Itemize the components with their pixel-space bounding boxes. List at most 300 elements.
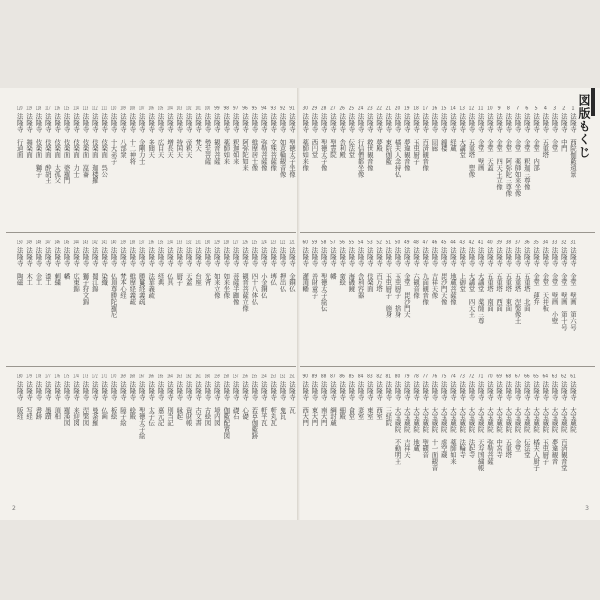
- toc-entry-number: 80: [394, 374, 401, 379]
- toc-entry: [531, 240, 540, 360]
- toc-entry-number: 120: [16, 106, 23, 111]
- toc-entry: [328, 106, 337, 226]
- toc-entry: [211, 240, 220, 360]
- toc-entry-number: 57: [330, 240, 336, 245]
- toc-entry-number: 180: [16, 374, 23, 379]
- toc-entry-number: 135: [157, 240, 164, 245]
- toc-entry-title: 法隆寺 如来坐像: [222, 245, 231, 299]
- toc-entry-title: 法隆寺 南大門: [319, 379, 328, 426]
- toc-entry-number: 9: [497, 106, 501, 111]
- toc-entry-title: 法隆寺 伎楽面 力士: [72, 111, 81, 178]
- toc-entry-number: 18: [413, 106, 419, 111]
- toc-entry-title: 法隆寺 東室: [365, 379, 374, 420]
- toc-entry: [549, 240, 558, 360]
- toc-entry-number: 164: [167, 374, 173, 379]
- toc-entry-number: 112: [92, 106, 98, 111]
- toc-entry: [549, 374, 558, 504]
- toc-entry-number: 154: [261, 374, 267, 379]
- toc-entry-number: 74: [450, 374, 456, 379]
- toc-entry: [240, 106, 249, 226]
- toc-entry: [230, 106, 239, 226]
- toc-entry-title: 法隆寺 幡: [62, 245, 71, 280]
- toc-entry: [52, 106, 61, 226]
- toc-entry-number: 66: [524, 374, 530, 379]
- toc-entry: [99, 374, 108, 504]
- toc-entry: [466, 240, 475, 360]
- toc-entry: [328, 240, 337, 360]
- toc-entry-title: 法隆寺 伎楽面 酔胡王: [43, 111, 52, 184]
- toc-entry: [127, 106, 136, 226]
- toc-entry-number: 159: [214, 374, 220, 379]
- toc-entry: [193, 106, 202, 226]
- toc-entry: [531, 374, 540, 504]
- toc-entry-title: 法隆寺 写経: [25, 379, 34, 420]
- toc-entry-title: 法隆寺 観音菩薩: [212, 111, 221, 165]
- toc-entry-number: 103: [176, 106, 183, 111]
- toc-entry-title: 法隆寺 伝法堂: [347, 111, 356, 158]
- toc-entry-number: 21: [385, 106, 392, 111]
- toc-entry: [127, 374, 136, 504]
- toc-entry-title: 法隆寺 頂相: [53, 379, 62, 420]
- toc-entry: [71, 374, 80, 504]
- toc-entry-number: 47: [422, 240, 428, 245]
- toc-entry-number: 65: [533, 374, 539, 379]
- toc-entry-number: 63: [551, 374, 558, 379]
- toc-entry-number: 15: [440, 106, 447, 111]
- toc-entry-title: 法隆寺 金堂 釈迦三尊像: [522, 111, 531, 190]
- toc-entry-title: 法隆寺 地蔵菩薩像: [448, 245, 457, 305]
- toc-entry-number: 147: [45, 240, 51, 245]
- toc-entry: [277, 106, 286, 226]
- toc-entry: [165, 374, 174, 504]
- toc-entry-number: 108: [129, 106, 136, 111]
- toc-entry-number: 119: [26, 106, 32, 111]
- toc-entry-title: 法隆寺 仏頂尊勝陀羅尼: [109, 245, 118, 318]
- right-rule-2: [300, 366, 595, 367]
- toc-entry-title: 法隆寺 東大門: [310, 379, 319, 426]
- toc-entry-title: 法隆寺 梵本心経: [118, 245, 127, 299]
- toc-entry-number: 161: [195, 374, 201, 379]
- toc-entry-title: 法隆寺 大宝蔵院 法輪寺: [458, 379, 467, 458]
- toc-entry: [559, 374, 568, 504]
- toc-entry-number: 41: [477, 240, 484, 245]
- toc-entry-title: 法隆寺 大講堂: [458, 111, 467, 158]
- toc-entry-title: 法隆寺 菩薩半跏像: [231, 245, 240, 305]
- toc-entry-title: 法隆寺 大宝蔵院 法起寺: [467, 379, 476, 458]
- toc-entry-number: 26: [339, 106, 345, 111]
- toc-entry: [392, 240, 401, 360]
- toc-entry: [448, 106, 457, 226]
- left-rule-2: [6, 366, 296, 367]
- toc-entry-title: 法隆寺 陶磁: [15, 245, 24, 286]
- toc-entry-number: 106: [148, 106, 154, 111]
- toc-entry-number: 30: [302, 106, 308, 111]
- toc-entry: [494, 106, 503, 226]
- toc-entry-title: 法隆寺 障子絵: [118, 379, 127, 426]
- toc-entry-title: 法隆寺 五重塔 南面: [485, 245, 494, 312]
- toc-entry-title: 法隆寺 金銅仏: [288, 245, 296, 292]
- toc-entry-title: 法隆寺 曼荼羅: [90, 379, 99, 426]
- toc-entry-number: 95: [251, 106, 258, 111]
- toc-entry: [568, 106, 577, 226]
- toc-entry-number: 32: [561, 240, 567, 245]
- toc-entry-title: 法隆寺 如意輪観音像: [278, 111, 287, 178]
- toc-entry: [438, 240, 447, 360]
- toc-entry-title: 法隆寺 古文書: [194, 379, 203, 426]
- toc-entry-number: 158: [223, 374, 230, 379]
- toc-entry-number: 121: [289, 240, 295, 245]
- toc-entry: [438, 374, 447, 504]
- toc-entry-title: 法隆寺 灌頂幡: [301, 245, 310, 292]
- toc-entry-number: 86: [339, 374, 345, 379]
- toc-entry: [365, 106, 374, 226]
- toc-entry-number: 115: [63, 106, 70, 111]
- toc-entry-number: 75: [440, 374, 447, 379]
- toc-entry-title: 法隆寺 五重塔 東面: [504, 245, 513, 312]
- toc-entry-title: 法隆寺 維摩経義疏: [128, 245, 137, 305]
- toc-entry-number: 139: [120, 240, 126, 245]
- toc-entry-title: 法隆寺 五重塔 北面: [522, 245, 531, 312]
- toc-entry: [374, 106, 383, 226]
- toc-entry-number: 179: [26, 374, 32, 379]
- toc-entry: [337, 374, 346, 504]
- toc-entry-number: 167: [139, 374, 145, 379]
- toc-entry-title: 法隆寺 弥勒菩薩像: [259, 111, 268, 171]
- toc-entry-title: 法隆寺 百済観音像: [421, 111, 430, 171]
- toc-entry: [71, 106, 80, 226]
- toc-entry-title: 法隆寺 礎石: [231, 379, 240, 420]
- toc-entry-title: 法隆寺 如来立像: [212, 245, 221, 299]
- toc-entry-number: 170: [110, 374, 117, 379]
- left-mid-list: [6, 240, 296, 360]
- toc-entry: [402, 374, 411, 504]
- toc-entry-number: 143: [82, 240, 89, 245]
- right-band-mid: [300, 240, 577, 360]
- toc-entry-title: 法隆寺 伎楽面 崑崙: [81, 111, 90, 178]
- toc-entry-title: 法隆寺 瓦: [288, 379, 296, 414]
- toc-entry-number: 111: [101, 106, 107, 111]
- toc-entry-number: 10: [487, 106, 493, 111]
- toc-entry-number: 58: [320, 240, 327, 245]
- toc-entry-title: 法隆寺 玉虫厨子 施身: [384, 245, 393, 318]
- toc-entry: [136, 374, 145, 504]
- toc-entry: [230, 374, 239, 504]
- toc-entry: [411, 106, 420, 226]
- toc-entry-number: 136: [148, 240, 154, 245]
- toc-entry-title: 法隆寺 舎利容器: [356, 245, 365, 299]
- toc-entry-number: 175: [63, 374, 70, 379]
- toc-entry-title: 法隆寺 蜀江錦: [90, 245, 99, 292]
- toc-entry-title: 法隆寺 資財帳: [184, 379, 193, 426]
- toc-entry: [118, 106, 127, 226]
- toc-entry-title: 法隆寺 帝釈天: [184, 111, 193, 158]
- toc-entry-title: 法隆寺 聖徳太子坐像: [288, 111, 296, 178]
- toc-entry-number: 36: [524, 240, 530, 245]
- toc-entry: [24, 240, 33, 360]
- toc-entry-number: 132: [185, 240, 192, 245]
- toc-entry-title: 法隆寺 金堂 壁画 第十号: [559, 245, 568, 331]
- toc-entry: [568, 240, 577, 360]
- toc-entry-title: 法隆寺 広目天: [156, 111, 165, 158]
- toc-entry: [318, 106, 327, 226]
- toc-entry-title: 法隆寺 釈迦如来: [231, 111, 240, 165]
- toc-entry-number: 166: [148, 374, 154, 379]
- toc-entry: [420, 240, 429, 360]
- toc-entry-number: 156: [242, 374, 248, 379]
- toc-entry-number: 33: [551, 240, 558, 245]
- toc-entry-number: 25: [348, 106, 355, 111]
- toc-entry-number: 133: [176, 240, 183, 245]
- left-band-bot: [6, 374, 296, 504]
- toc-entry-number: 104: [167, 106, 173, 111]
- toc-entry: [99, 106, 108, 226]
- toc-entry-number: 82: [376, 374, 382, 379]
- toc-entry-title: 法隆寺 西室: [375, 379, 384, 420]
- toc-entry-title: 法隆寺 五重塔: [541, 111, 550, 158]
- right-bot-list: [300, 374, 577, 504]
- toc-entry: [448, 374, 457, 504]
- toc-entry-number: 44: [450, 240, 456, 245]
- toc-entry: [383, 106, 392, 226]
- toc-entry: [89, 106, 98, 226]
- toc-entry-number: 110: [110, 106, 117, 111]
- toc-entry-number: 128: [223, 240, 230, 245]
- toc-entry-title: 法隆寺 善財童子: [310, 245, 319, 299]
- toc-entry-title: 法隆寺 救世観音像: [365, 111, 374, 171]
- toc-entry-number: 178: [35, 374, 42, 379]
- toc-entry-title: 法隆寺 食堂: [347, 379, 356, 420]
- toc-entry-title: 法隆寺 若草伽藍跡: [250, 379, 259, 439]
- toc-entry-number: 62: [561, 374, 567, 379]
- toc-entry-title: 法隆寺 橘夫人念持仏: [393, 111, 402, 178]
- toc-entry: [420, 374, 429, 504]
- toc-entry-title: 法隆寺 大宝蔵院: [569, 379, 577, 433]
- toc-entry: [146, 106, 155, 226]
- toc-entry-title: 法隆寺 板絵: [109, 379, 118, 420]
- toc-entry-title: 法隆寺 台座: [194, 245, 203, 286]
- toc-entry: [383, 240, 392, 360]
- toc-entry: [503, 240, 512, 360]
- left-rule-1: [6, 232, 296, 233]
- toc-entry-title: 法隆寺 金堂 壁画 小壁: [550, 245, 559, 324]
- toc-entry: [522, 240, 531, 360]
- toc-entry-title: 法隆寺 金堂 阿弥陀三尊像: [504, 111, 513, 197]
- toc-entry: [355, 374, 364, 504]
- toc-entry-number: 69: [496, 374, 502, 379]
- toc-entry: [346, 106, 355, 226]
- toc-entry-title: 法隆寺 金堂 薬師如来坐像: [513, 111, 522, 197]
- toc-entry: [165, 240, 174, 360]
- toc-entry: [475, 374, 484, 504]
- toc-entry: [127, 240, 136, 360]
- toc-entry: [531, 106, 540, 226]
- toc-entry: [221, 240, 230, 360]
- toc-entry-number: 122: [279, 240, 286, 245]
- toc-entry-title: 法隆寺 仏画: [100, 379, 109, 420]
- toc-entry-number: 46: [431, 240, 438, 245]
- toc-entry-number: 168: [129, 374, 136, 379]
- toc-entry: [522, 374, 531, 504]
- toc-entry-title: 法隆寺 西円堂: [310, 111, 319, 158]
- toc-entry-number: 125: [251, 240, 258, 245]
- toc-entry: [61, 374, 70, 504]
- toc-entry: [429, 106, 438, 226]
- toc-entry: [355, 106, 364, 226]
- toc-entry: [485, 106, 494, 226]
- toc-entry: [475, 106, 484, 226]
- toc-entry: [300, 106, 309, 226]
- toc-entry-number: 14: [450, 106, 456, 111]
- toc-entry-title: 法隆寺 大宝蔵院 玉虫厨子: [541, 379, 550, 465]
- toc-entry-title: 法隆寺 幡: [328, 245, 337, 280]
- toc-entry: [174, 374, 183, 504]
- toc-entry-title: 法隆寺 夢違観音像: [402, 111, 411, 171]
- toc-entry: [221, 106, 230, 226]
- toc-entry-title: 法隆寺 漆工: [43, 245, 52, 286]
- toc-entry: [249, 106, 258, 226]
- toc-entry: [155, 106, 164, 226]
- toc-entry-title: 法隆寺 大講堂 薬師三尊: [476, 245, 485, 324]
- left-bot-list: [6, 374, 296, 504]
- toc-entry-title: 法隆寺 金剛力士: [137, 111, 146, 165]
- toc-entry: [108, 374, 117, 504]
- toc-entry: [211, 106, 220, 226]
- toc-entry-title: 法隆寺 金堂: [550, 111, 559, 152]
- toc-entry-number: 42: [468, 240, 475, 245]
- toc-entry: [457, 374, 466, 504]
- toc-entry-number: 79: [404, 374, 410, 379]
- toc-entry-number: 43: [459, 240, 465, 245]
- toc-entry: [485, 374, 494, 504]
- toc-entry-number: 73: [459, 374, 465, 379]
- toc-entry-number: 16: [431, 106, 438, 111]
- toc-entry: [287, 106, 296, 226]
- toc-entry-number: 153: [270, 374, 276, 379]
- toc-entry-number: 173: [82, 374, 89, 379]
- toc-entry-title: 法隆寺 押出仏: [278, 245, 287, 292]
- toc-entry-title: 法隆寺 夢殿: [375, 111, 384, 152]
- toc-entry-number: 99: [214, 106, 220, 111]
- toc-entry-title: 法隆寺 八部衆: [118, 111, 127, 158]
- toc-entry: [202, 240, 211, 360]
- toc-entry-number: 35: [533, 240, 539, 245]
- toc-entry: [374, 240, 383, 360]
- toc-entry-title: 法隆寺 広東錦: [72, 245, 81, 292]
- toc-entry-title: 法隆寺 伎楽面 呉公: [100, 111, 109, 178]
- toc-entry-number: 113: [82, 106, 89, 111]
- toc-entry: [118, 374, 127, 504]
- toc-entry-title: 法隆寺 絵殿: [128, 379, 137, 420]
- toc-entry: [155, 374, 164, 504]
- toc-entry-number: 117: [45, 106, 51, 111]
- toc-entry: [411, 240, 420, 360]
- toc-entry: [183, 106, 192, 226]
- toc-entry: [512, 374, 521, 504]
- toc-entry: [503, 106, 512, 226]
- toc-entry: [512, 240, 521, 360]
- toc-entry-title: 法隆寺 古絵図: [203, 379, 212, 426]
- toc-entry-title: 法隆寺 伎楽面 獅子: [34, 111, 43, 178]
- toc-entry-number: 114: [73, 106, 79, 111]
- toc-entry-title: 法隆寺 行信僧都坐像: [356, 111, 365, 178]
- toc-entry-number: 5: [534, 106, 538, 111]
- toc-entry: [318, 374, 327, 504]
- toc-entry: [392, 106, 401, 226]
- toc-entry-title: 法隆寺 大宝蔵院 十一面観音: [430, 379, 439, 471]
- toc-entry-number: 88: [320, 374, 327, 379]
- toc-entry-title: 法隆寺 大宝蔵院 虚空蔵: [439, 379, 448, 458]
- toc-entry-number: 89: [311, 374, 318, 379]
- toc-entry: [183, 240, 192, 360]
- toc-entry-number: 31: [570, 240, 576, 245]
- toc-entry-title: 法隆寺 縁起: [175, 379, 184, 420]
- toc-entry: [42, 240, 51, 360]
- toc-entry: [61, 240, 70, 360]
- toc-entry: [355, 240, 364, 360]
- right-top-list: [300, 106, 577, 226]
- toc-entry-number: 23: [367, 106, 373, 111]
- toc-entry-number: 90: [302, 374, 308, 379]
- toc-entry: [568, 374, 577, 504]
- toc-entry-title: 法隆寺 大宝蔵院 橘夫人厨子: [532, 379, 541, 471]
- toc-entry: [268, 240, 277, 360]
- toc-entry-number: 142: [92, 240, 98, 245]
- toc-entry-number: 50: [394, 240, 401, 245]
- toc-entry: [174, 240, 183, 360]
- toc-entry-number: 77: [422, 374, 428, 379]
- toc-entry-number: 7: [516, 106, 520, 111]
- toc-entry-number: 177: [45, 374, 51, 379]
- toc-entry-title: 法隆寺 金堂 天蓋: [485, 111, 494, 171]
- toc-entry-title: 法隆寺 境内図: [212, 379, 221, 426]
- toc-entry: [258, 374, 267, 504]
- toc-entry-title: 法隆寺 獅子狩文錦: [81, 245, 90, 305]
- toc-entry-title: 法隆寺 十大弟子: [109, 111, 118, 165]
- toc-entry-title: 法隆寺 吉祥天像: [430, 245, 439, 299]
- toc-entry-number: 27: [330, 106, 336, 111]
- toc-entry-number: 61: [570, 374, 576, 379]
- toc-entry: [240, 240, 249, 360]
- toc-entry-title: 法隆寺 伎楽面 迦楼羅: [90, 111, 99, 184]
- toc-entry-title: 法隆寺 聖徳太子絵: [137, 379, 146, 439]
- toc-entry-number: 176: [54, 374, 60, 379]
- toc-entry-number: 20: [394, 106, 401, 111]
- toc-entry-title: 法隆寺 金堂 壁画 第六号: [569, 245, 577, 331]
- toc-entry-number: 22: [376, 106, 382, 111]
- toc-entry-title: 法隆寺 玉虫厨子: [412, 111, 421, 165]
- toc-entry-title: 法隆寺 五重塔 西面: [495, 245, 504, 312]
- toc-entry-title: 法隆寺 十二神将: [128, 111, 137, 165]
- toc-entry-number: 48: [413, 240, 419, 245]
- toc-entry: [374, 374, 383, 504]
- toc-entry: [402, 106, 411, 226]
- toc-entry-title: 法隆寺 羅漢図: [62, 379, 71, 426]
- toc-entry-number: 17: [422, 106, 428, 111]
- toc-entry-number: 138: [129, 240, 136, 245]
- toc-entry: [512, 106, 521, 226]
- toc-entry: [258, 106, 267, 226]
- toc-entry: [494, 240, 503, 360]
- toc-entry-title: 法隆寺 経典: [156, 245, 165, 286]
- page-title: 図版もくじ: [577, 94, 591, 159]
- toc-entry-title: 法隆寺 大宝蔵院 地蔵: [412, 379, 421, 452]
- right-band-top: [300, 106, 577, 226]
- toc-entry-title: 法隆寺 大宝蔵院 五重塔: [504, 379, 513, 458]
- toc-entry-title: 法隆寺 仏具: [165, 245, 174, 286]
- toc-entry-title: 法隆寺 伎楽面 太孤父: [53, 111, 62, 184]
- toc-entry-number: 96: [242, 106, 248, 111]
- toc-entry: [503, 374, 512, 504]
